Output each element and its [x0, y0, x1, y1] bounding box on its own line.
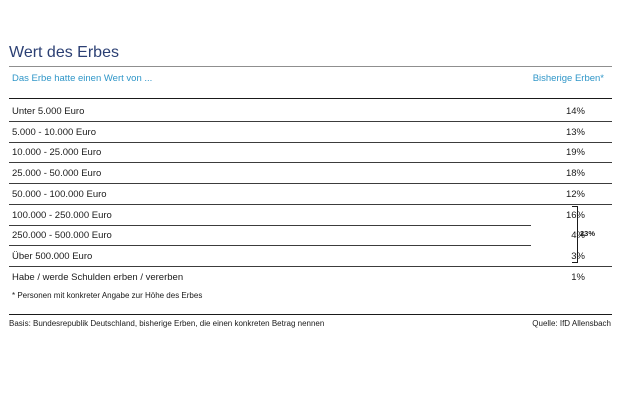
row-value: 3%	[571, 250, 585, 262]
group-total-label: 23%	[580, 229, 596, 238]
row-label: Unter 5.000 Euro	[12, 106, 85, 117]
source-note: Quelle: IfD Allensbach	[532, 319, 611, 328]
row-label: 50.000 - 100.000 Euro	[12, 188, 107, 200]
group-bracket	[572, 206, 578, 263]
row-label: Über 500.000 Euro	[12, 250, 93, 262]
table-row	[9, 142, 612, 163]
row-value: 13%	[565, 126, 585, 138]
table-row	[9, 163, 612, 184]
footnote: * Personen mit konkreter Angabe zur Höhe des Erbes	[12, 291, 203, 300]
table-row	[9, 122, 612, 143]
row-value: 4%	[571, 230, 585, 242]
row-value: 19%	[565, 147, 585, 159]
row-value: 16%	[565, 209, 585, 221]
row-value: 18%	[565, 168, 585, 180]
row-label: 5.000 - 10.000 Euro	[12, 126, 96, 138]
column-header-category: Das Erbe hatte einen Wert von ...	[12, 73, 153, 84]
footer-divider	[9, 314, 612, 315]
row-label: 250.000 - 500.000 Euro	[12, 230, 112, 242]
row-label: 25.000 - 50.000 Euro	[12, 168, 102, 180]
row-value: 12%	[565, 188, 585, 200]
basis-note: Basis: Bundesrepublik Deutschland, bisherige Erben, die einen konkreten Betrag nennen	[9, 319, 325, 328]
row-value: 1%	[571, 271, 585, 283]
table-row	[9, 267, 612, 288]
header-divider	[9, 98, 612, 99]
column-header-value: Bisherige Erben*	[532, 73, 604, 84]
row-value: 14%	[565, 106, 585, 117]
row-label: Habe / werde Schulden erben / vererben	[12, 271, 184, 283]
table-row	[9, 225, 612, 246]
title-divider	[9, 66, 612, 67]
chart-title: Wert des Erbes	[9, 44, 119, 61]
row-label: 10.000 - 25.000 Euro	[12, 147, 102, 159]
table-row	[9, 205, 612, 226]
table-row	[9, 101, 612, 122]
row-label: 100.000 - 250.000 Euro	[12, 209, 112, 221]
table-row	[9, 184, 612, 205]
table-row	[9, 246, 612, 267]
